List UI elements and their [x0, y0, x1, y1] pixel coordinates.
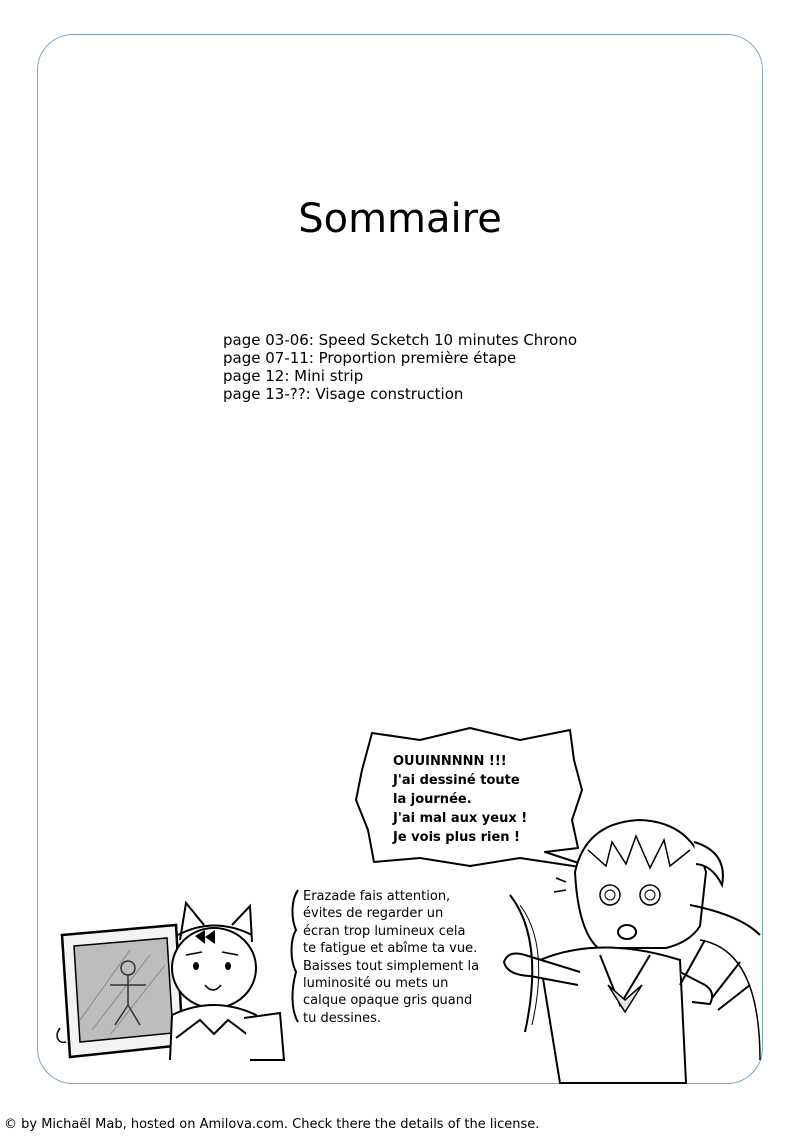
- note-line: tu dessines.: [303, 1010, 382, 1026]
- toc-entry: page 07-11: Proportion première étape: [223, 349, 517, 367]
- cat-note: [303, 888, 493, 1027]
- cat-illustration: [170, 903, 284, 1060]
- speech-line: la journée.: [393, 792, 472, 807]
- note-line: te fatigue et abîme ta vue.: [303, 941, 478, 957]
- note-line: évites de regarder un: [303, 906, 444, 922]
- copyright-footer: © by Michaël Mab, hosted on Amilova.com. Check there the details of the license.: [4, 1117, 540, 1132]
- note-line: Baisses tout simplement la: [303, 958, 480, 974]
- note-line: écran trop lumineux cela: [303, 923, 466, 939]
- speech-line: J'ai mal aux yeux !: [393, 811, 528, 826]
- toc-entry: page 12: Mini strip: [223, 367, 364, 385]
- page-title: Sommaire: [298, 196, 502, 242]
- toc-entry: page 03-06: Speed Scketch 10 minutes Chrono: [223, 331, 578, 349]
- note-bracket: [292, 890, 299, 1022]
- note-line: Erazade fais attention,: [303, 889, 451, 904]
- note-line: luminosité ou mets un: [303, 976, 449, 992]
- speech-line: OUUINNNNN !!!: [393, 754, 507, 769]
- note-line: calque opaque gris quand: [303, 993, 473, 1009]
- toc-entry: page 13-??: Visage construction: [223, 385, 464, 403]
- monitor-illustration: [57, 925, 183, 1057]
- speech-line: Je vois plus rien !: [393, 830, 520, 845]
- speech-line: J'ai dessiné toute: [393, 773, 520, 788]
- speech-bubble-text: [393, 752, 553, 847]
